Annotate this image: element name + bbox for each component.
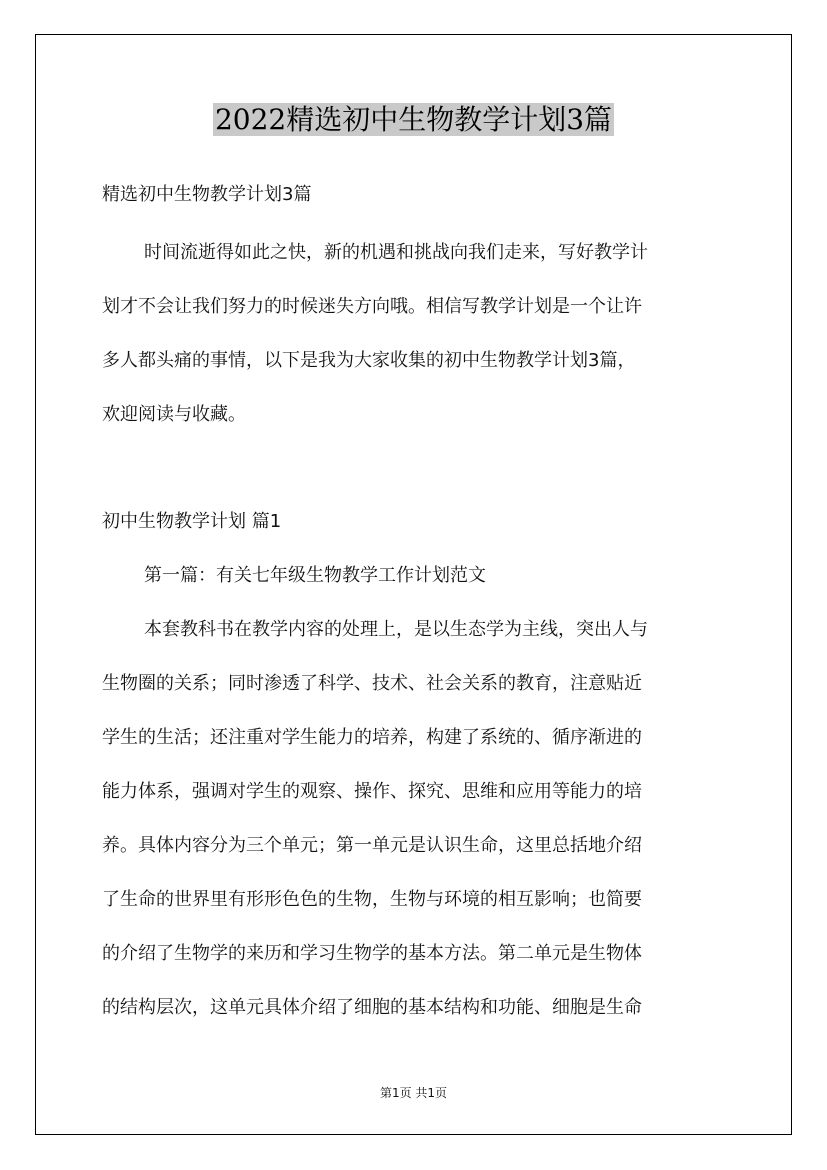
body-line: 的结构层次，这单元具体介绍了细胞的基本结构和功能、细胞是生命 <box>102 997 642 1018</box>
document-title: 2022精选初中生物教学计划3篇 <box>214 103 613 136</box>
subsection-heading: 第一篇：有关七年级生物教学工作计划范文 <box>144 565 486 586</box>
intro-line: 欢迎阅读与收藏。 <box>102 404 246 425</box>
intro-line: 划才不会让我们努力的时候迷失方向哦。相信写教学计划是一个让许 <box>102 296 642 317</box>
body-line: 本套教科书在教学内容的处理上，是以生态学为主线，突出人与 <box>144 619 648 640</box>
section-heading: 初中生物教学计划 篇1 <box>102 511 282 532</box>
body-line: 的介绍了生物学的来历和学习生物学的基本方法。第二单元是生物体 <box>102 943 642 964</box>
intro-paragraph <box>102 238 726 454</box>
subsection-heading-block <box>102 561 726 587</box>
body-line: 养。具体内容分为三个单元；第一单元是认识生命，这里总括地介绍 <box>102 835 642 856</box>
section-heading-block <box>102 507 726 533</box>
body-line: 学生的生活；还注重对学生能力的培养，构建了系统的、循序渐进的 <box>102 727 642 748</box>
body-paragraph <box>102 615 726 1047</box>
subtitle: 精选初中生物教学计划3篇 <box>102 184 312 205</box>
page-footer: 第1页 共1页 <box>379 1086 448 1100</box>
body-line: 能力体系，强调对学生的观察、操作、探究、思维和应用等能力的培 <box>102 781 642 802</box>
intro-line: 时间流逝得如此之快，新的机遇和挑战向我们走来，写好教学计 <box>144 242 648 263</box>
body-line: 生物圈的关系；同时渗透了科学、技术、社会关系的教育，注意贴近 <box>102 673 642 694</box>
intro-line: 多人都头痛的事情，以下是我为大家收集的初中生物教学计划3篇， <box>102 350 636 371</box>
body-line: 了生命的世界里有形形色色的生物，生物与环境的相互影响；也简要 <box>102 889 642 910</box>
subtitle-block <box>102 180 726 206</box>
